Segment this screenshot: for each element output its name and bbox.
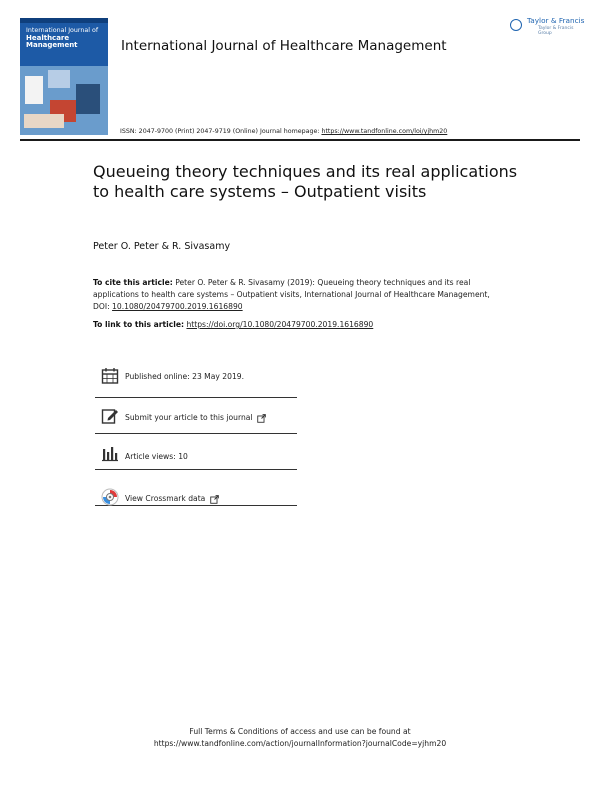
citation-block (93, 277, 505, 313)
submit-article-label: Submit your article to this journal (125, 413, 253, 422)
crossmark-link[interactable] (125, 494, 219, 504)
cover-photo-shape (76, 84, 100, 114)
cover-title (20, 23, 108, 50)
crossmark-label: View Crossmark data (125, 494, 206, 503)
terms-text: Full Terms & Conditions of access and use can be found at (189, 727, 411, 736)
submit-row[interactable] (95, 398, 297, 434)
bar-chart-icon (101, 444, 119, 462)
terms-url-link[interactable]: https://www.tandfonline.com/action/journalInformation?journalCode=yjhm20 (153, 739, 447, 748)
edit-icon (101, 407, 119, 425)
terms-footer (0, 726, 600, 750)
calendar-icon (101, 367, 119, 385)
submit-article-link[interactable] (125, 413, 266, 423)
publisher-tagline: Taylor & Francis Group (538, 26, 574, 36)
cover-title-line1: International Journal of (26, 27, 99, 34)
crossmark-row[interactable] (95, 470, 297, 506)
journal-title: International Journal of Healthcare Management (121, 38, 447, 54)
published-date: Published online: 23 May 2019. (125, 372, 245, 381)
cover-photo-shape (48, 70, 70, 88)
link-label: To link to this article: (93, 320, 185, 329)
article-url-link[interactable]: https://doi.org/10.1080/20479700.2019.1616890 (186, 320, 374, 329)
cite-label: To cite this article: (93, 278, 173, 287)
publisher-logo-mark (510, 19, 522, 31)
journal-cover (20, 18, 108, 135)
publisher-name: Taylor & Francis (527, 16, 585, 25)
article-views: Article views: 10 (125, 452, 188, 461)
issn-text: ISSN: 2047-9700 (Print) 2047-9719 (Online) Journal homepage: (120, 128, 320, 135)
external-link-icon (210, 495, 219, 504)
cover-photo-shape (24, 114, 64, 128)
publisher-logo (510, 17, 585, 37)
cite-text: Peter O. Peter & R. Sivasamy (2019): Queueing theory techniques and its real applications to health care systems – Outpatient visits, International Journal of Healthcare Management, DOI: (93, 278, 490, 311)
article-title: Queueing theory techniques and its real applications to health care systems – Outpatient visits (93, 162, 518, 201)
issn-line (120, 128, 447, 135)
article-link-line (93, 320, 373, 329)
article-authors: Peter O. Peter & R. Sivasamy (93, 241, 231, 252)
views-row (95, 434, 297, 470)
header-divider (20, 139, 580, 141)
journal-homepage-link[interactable]: https://www.tandfonline.com/loi/yjhm20 (321, 128, 448, 135)
cover-photo-shape (25, 76, 43, 104)
published-row (95, 362, 297, 398)
doi-link[interactable]: 10.1080/20479700.2019.1616890 (112, 302, 243, 311)
cover-photo (20, 66, 108, 135)
cover-title-line2: Healthcare Management (26, 33, 78, 49)
external-link-icon (257, 414, 266, 423)
crossmark-icon (101, 488, 119, 506)
